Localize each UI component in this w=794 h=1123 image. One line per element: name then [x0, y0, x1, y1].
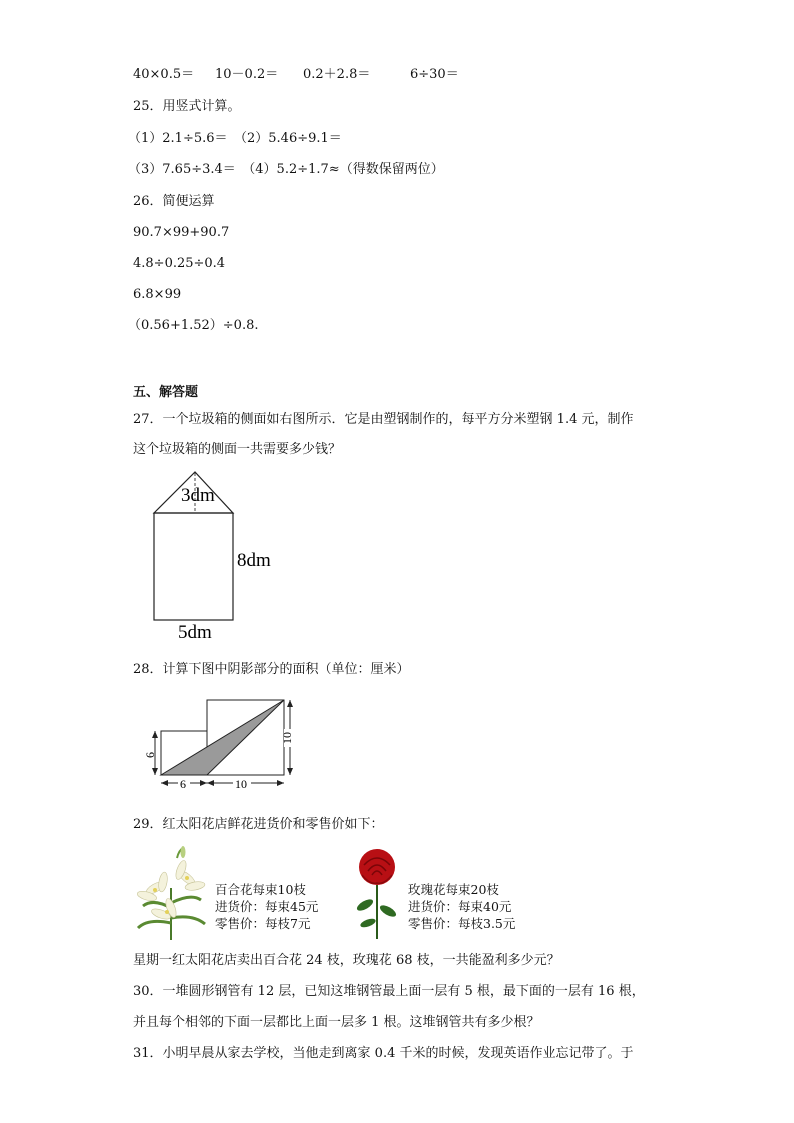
- trash-bin-figure: [140, 465, 290, 645]
- rose-retail-price: 零售价：每枝3.5元: [408, 916, 516, 931]
- q29-title: 29．红太阳花店鲜花进货价和零售价如下：: [133, 817, 384, 832]
- oral-calc-2: 10－0.2＝: [215, 67, 279, 82]
- q26-item-4: （0.56+1.52）÷0.8.: [128, 318, 259, 333]
- q26-item-3: 6.8×99: [133, 287, 182, 302]
- lily-purchase-price: 进货价：每束45元: [215, 899, 319, 914]
- rose-bunch-size: 玫瑰花每束20枝: [408, 882, 499, 897]
- oral-calc-3: 0.2＋2.8＝: [303, 67, 371, 82]
- dim-small-bottom: 6: [180, 777, 186, 791]
- dim-small-side: 6: [143, 752, 157, 758]
- label-8dm: 8dm: [237, 550, 271, 571]
- q27-line-2: 这个垃圾箱的侧面一共需要多少钱？: [133, 442, 342, 457]
- section-title: 五、解答题: [133, 385, 199, 400]
- q26-item-2: 4.8÷0.25÷0.4: [133, 256, 226, 271]
- shaded-triangle: [161, 700, 284, 775]
- rose-image: [350, 845, 405, 940]
- lily-image: [133, 848, 211, 940]
- oral-calc-1: 40×0.5＝: [133, 67, 195, 82]
- rectangle-body: [154, 513, 233, 620]
- rose-purchase-price: 进货价：每束40元: [408, 899, 512, 914]
- dim-big-bottom: 10: [235, 777, 247, 791]
- label-3dm: 3dm: [181, 485, 215, 506]
- q25-line-2: （3）7.65÷3.4＝ （4）5.2÷1.7≈（得数保留两位）: [128, 162, 444, 177]
- q27-line-1: 27．一个垃圾箱的侧面如右图所示．它是由塑钢制作的，每平方分米塑钢 1.4 元，制作: [133, 412, 634, 427]
- label-5dm: 5dm: [178, 622, 212, 643]
- oral-calc-4: 6÷30＝: [410, 67, 459, 82]
- shaded-area-figure: [145, 693, 305, 793]
- q28-title: 28．计算下图中阴影部分的面积（单位：厘米）: [133, 662, 410, 677]
- q29-question: 星期一红太阳花店卖出百合花 24 枝，玫瑰花 68 枝，一共能盈利多少元？: [133, 953, 560, 968]
- lily-bunch-size: 百合花每束10枝: [215, 882, 306, 897]
- dim-big-side: 10: [280, 732, 294, 744]
- lily-retail-price: 零售价：每枝7元: [215, 916, 311, 931]
- q26-item-1: 90.7×99+90.7: [133, 225, 230, 240]
- q31-line-1: 31．小明早晨从家去学校，当他走到离家 0.4 千米的时候，发现英语作业忘记带了。于: [133, 1046, 634, 1061]
- q30-line-1: 30．一堆圆形钢管有 12 层，已知这堆钢管最上面一层有 5 根，最下面的一层有 16 根，: [133, 984, 645, 999]
- q26-title: 26．简便运算: [133, 194, 215, 209]
- q25-line-1: （1）2.1÷5.6＝ （2）5.46÷9.1＝: [128, 131, 342, 146]
- q30-line-2: 并且每个相邻的下面一层都比上面一层多 1 根。这堆钢管共有多少根？: [133, 1015, 540, 1030]
- q25-title: 25．用竖式计算。: [133, 99, 241, 114]
